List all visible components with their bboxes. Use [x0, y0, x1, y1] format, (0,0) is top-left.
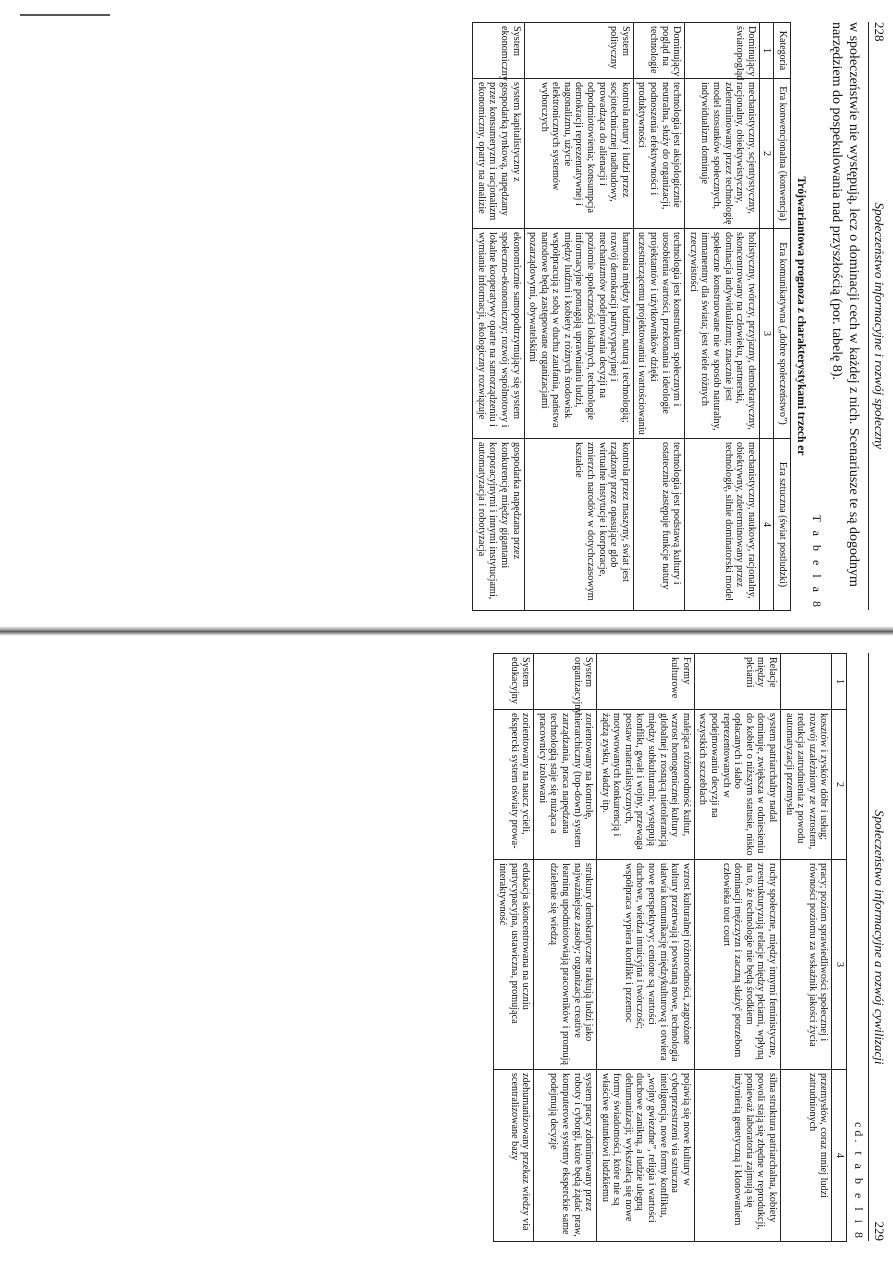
- intro-paragraph: w społeczeństwie nie występują, lecz o dominacji cech w każdej z nich. Scenariusze te są dogodnym narzędziem do pospekulowania nad przyszłością (por. tabelę 8).: [829, 22, 861, 587]
- header-cell: Kategoria: [774, 23, 791, 79]
- table-cell: mechanistyczny, scjentystyczny, racjonalny, obiektywistyczny, zdeterminowany przez technologię model stosunków społecznych, indywidualizm dominuje: [685, 79, 760, 229]
- table-cell: silna struktura patriarchalna, kobiety powoli stają się zbędne w reprodukcji, ponieważ laboratoria zajmują się inżynierią genetyczną i klonowaniem: [694, 1070, 780, 1242]
- table-row: [494, 654, 534, 1242]
- column-number-row: [759, 23, 774, 611]
- table-cell: zorientowany na kontrolę, hierarchiczny (top-down) system zarządzania, praca napędzana technologią staje się nużąca a pracownicy izolowani: [534, 710, 597, 860]
- table-cell: system kapitalistyczny z gospodarką rynkową, napędzany przez konsumeryzm i racjonalizm ekonomiczny, oparty na analizie: [473, 79, 524, 229]
- category-cell: System polityczny: [524, 23, 633, 79]
- table-cell: technologia jest konstruktem społecznym i uosobienia wartości, przekonania i ideologie projektantów i użytkowników dzięki uczestniczącemu projektowaniu i wartościowaniu: [633, 229, 684, 439]
- page-number: 229: [872, 1221, 887, 1241]
- column-number-row: [832, 654, 847, 1242]
- table-cell: struktury demokratyczne traktują ludzi jako najważniejsze zasoby; organizacje creative learning upodmiotowiają pracowników i promują dzielenie się wiedzą: [534, 860, 597, 1070]
- running-head: Społeczeństwo informacyjne a rozwój cywilizacji: [872, 810, 887, 1065]
- category-cell: System edukacyjny: [494, 654, 534, 710]
- right-page-rotated: [0, 631, 893, 1263]
- table-header-row: [774, 23, 791, 611]
- table-cell: holistyczny, twórczy, przyjazny, demokratyczny, skoncentrowany na człowieku, partnerski, dominacja indywidualizmu; znacznie jest społeczne konstruowane nie w sposób naturalny, immanentny dla świata; jest wiele różnych rzeczywistości: [685, 229, 760, 439]
- column-number: 4: [832, 1070, 847, 1242]
- table-cell: wzrost kulturalnej różnorodności, zagrożone kultury przetrwają i powstaną nowe, technologia ułatwia komunikację międzykulturową i otwiera nowe perspektywy; cenione są wartości duchowe, wiedza intuicyjna i twórczość; współpraca wypiera konflikt i przemoc: [597, 860, 695, 1070]
- table-cell: kosztów i zysków dóbr i usług; rozwój uzależniony ze wzrostem, redukcja zatrudnienia z powodu automatyzacji przemysłu: [781, 710, 832, 860]
- running-head: Społeczeństwo informacyjne i rozwój społeczny: [872, 202, 887, 449]
- running-header: [868, 22, 887, 610]
- column-number: 1: [759, 23, 774, 79]
- table-row: [597, 654, 695, 1242]
- table-8-continued: [493, 653, 847, 1242]
- table-cell: przemysłów, coraz mniej ludzi zatrudnionych: [781, 1070, 832, 1242]
- running-header: [868, 653, 887, 1241]
- table-cell: pojawią się nowe kultury w cyberprzestrzeni via sztuczna inteligencja, nowe formy konfliktu, „wojny gwiezdne”, religia i wartości duchowe zanikną, a ludzie ulegną dehumanizacji; wykształcą się nowe formy świadomości, które nie są właściwe gatunkowi ludzkiemu: [597, 1070, 695, 1242]
- category-cell: System ekonomiczny: [473, 23, 524, 79]
- category-cell: Relacje między płciami: [694, 654, 780, 710]
- category-cell: System organizacyjny: [534, 654, 597, 710]
- column-number: 3: [759, 229, 774, 439]
- table-cell: ruchy społeczne, między innymi feministyczne, zrestrukturyzują relacje między płciami, wpłyną na to, że technologie nie będą środkiem dominacji mężczyzn i zaczną służyć potrzebom człowieka tout court: [694, 860, 780, 1070]
- table-cell: zorientowany na naucz ycieli, ekspercki system oświaty prowa-: [494, 710, 534, 860]
- table-cell: technologia jest podstawą kultury i ostatecznie zastępuje funkcje natury: [633, 439, 684, 611]
- table-cell: zdehumanizowany przekaz wiedzy via scentralizowane bazy: [494, 1070, 534, 1242]
- right-page: [0, 631, 893, 1263]
- table-row: [524, 23, 633, 611]
- table-cell: technologia jest aksjologicznie neutralna, służy do organizacji, podnoszenia efektywności i produktywności: [633, 79, 684, 229]
- table-cell: edukacja skoncentrowana na uczniu partycypacyjna, ustawiczna, promująca interaktywność: [494, 860, 534, 1070]
- table-cell: gospodarka napędzana przez konkurencję między gigantami korporacyjnymi i innymi instytucjami, automatyzacja i robotyzacja: [473, 439, 524, 611]
- category-cell: Formy kulturowe: [597, 654, 695, 710]
- table-row: [633, 23, 684, 611]
- page-number: 228: [872, 22, 887, 42]
- table-label: T a b e l a 8: [810, 514, 824, 610]
- table-cell: malejąca różnorodność kultur, wzrost homogenicznej kultury globalnej z rosnącą nietolerancją między subkulturami; występują konflikt, gwałt i wojny, przewaga postaw materialistycznych, motywowanych konkurencją i żądzą zysku, władzy itp.: [597, 710, 695, 860]
- header-cell: Era komunikatywna („dobre społeczeństwo”): [774, 229, 791, 439]
- column-number: 2: [832, 710, 847, 860]
- category-cell: [781, 654, 832, 710]
- header-cell: Era sztuczna (świat postludzki): [774, 439, 791, 611]
- category-cell: Dominujący światopogląd: [685, 23, 760, 79]
- table-cell: harmonia między ludźmi, naturą i technologią; rozwój demokracji partycypacyjnej i mechanizmów podejmowania decyzji na poziomie społeczności lokalnych, technologie informacyjne pomagają uprawnianiu ludzi, między ludźmi i kobiety z różnych środowisk współpracują z sobą w duchu zaufania, państwa narodowe będą zastępowane organizacjami pozarządowymi, obywatelskimi: [524, 229, 633, 439]
- category-cell: Dominujący pogląd na technologie: [633, 23, 684, 79]
- column-number: 3: [832, 860, 847, 1070]
- table-label: cd. t a b e l i 8: [852, 1122, 866, 1241]
- table-cell: kontrola przez maszyny, świat jest rządzony przez opasujące glob wirtualne instytucje i korporacje, zmierzch narodów w dotychczasowym kształcie: [524, 439, 633, 611]
- table-cell: system pracy zdominowany przez roboty i cyborgi, które będą żądać praw, komputerowe systemy eksperckie same podejmują decyzje: [534, 1070, 597, 1242]
- table-8: [472, 22, 791, 611]
- table-row: [694, 654, 780, 1242]
- table-row: [473, 23, 524, 611]
- table-row: [534, 654, 597, 1242]
- table-cell: pracy; poziom sprawiedliwości społecznej i równości poziomu za wskaźnik jakości życia: [781, 860, 832, 1070]
- table-row: [685, 23, 760, 611]
- column-number: 2: [759, 79, 774, 229]
- table-title: Trójwariantowa prognoza z charakterystykami trzech er: [795, 176, 807, 456]
- table-cell: system patriarchalny nadal dominuje, zwiększa w odniesieniu do kobiet o niższym statusie, nisko opłacanych i słabo reprezentowanych w podejmowaniu decyzji na wszystkich szczeblach: [694, 710, 780, 860]
- column-number: 4: [759, 439, 774, 611]
- header-cell: Era konwencjonalna (konwencja): [774, 79, 791, 229]
- table-row: [781, 654, 832, 1242]
- table-cell: mechanistyczny, naukowy, racjonalny, obiektywny, zdeterminowany przez technologię, silnie dominatorski model: [685, 439, 760, 611]
- page-fold: [0, 626, 893, 636]
- column-number: 1: [832, 654, 847, 710]
- table-cell: kontrola natury i ludzi przez socjotechnicznej nadbudowy, prowadząca do alienacji i odpodmiotowienia; konsumpcja demokracji reprezentatywnej i nagonalizmu, użycie elektronicznych systemów wyborczych: [524, 79, 633, 229]
- table-cell: ekonomicznie samopodtrzymujący się system społeczno-ekonomiczny; rozwój wspólnotowy i lokalne kooperatywy oparte na samorządzeniu i wymianie informacji, ekologiczny rozwiązuje: [473, 229, 524, 439]
